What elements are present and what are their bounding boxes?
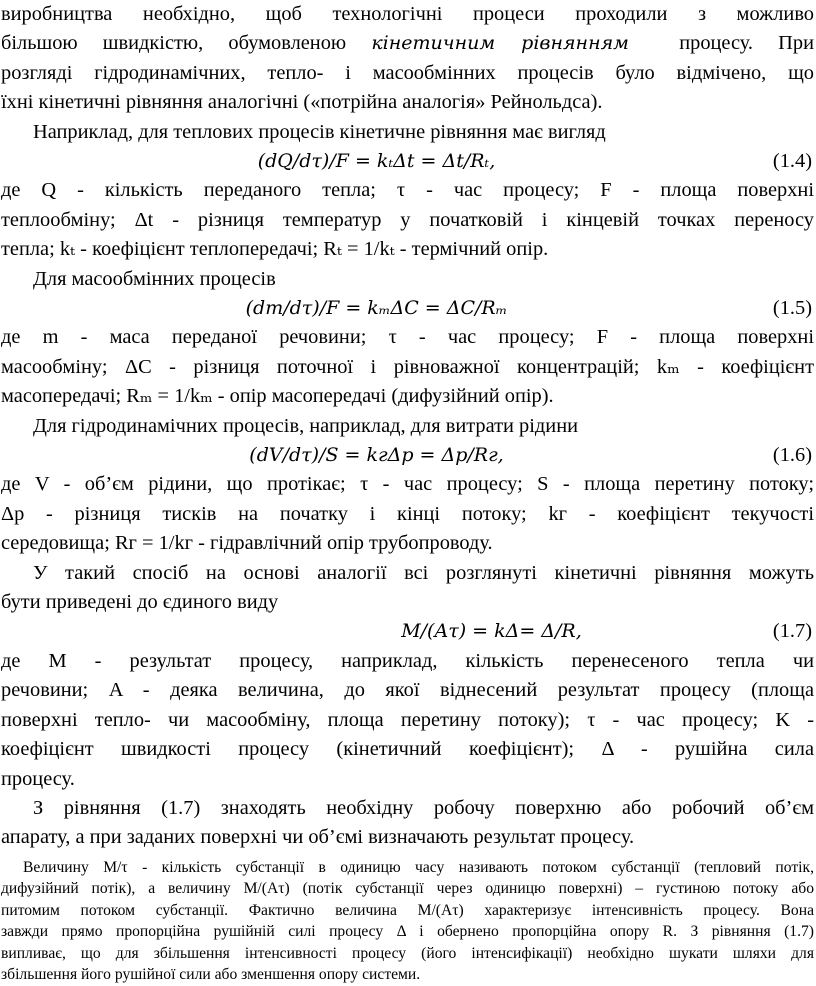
note-line: дифузійний потік), а величину M/(Aτ) (потік субстанції через одиницю поверхні) – густиною потоку або: [1, 880, 814, 898]
note-line: збільшення його рушійної сили або зменшення опору системи.: [1, 966, 421, 984]
equation-number: (1.5): [772, 297, 812, 320]
text-line: поверхні тепло- чи масообміну, площа перетину потоку); τ - час процесу; K -: [1, 708, 814, 731]
equation-expression: M/(Aτ) = kΔ= Δ/R,: [401, 620, 582, 643]
text-line: тепла; kₜ - коефіцієнт теплопередачі; Rₜ = 1/kₜ - термічний опір.: [1, 238, 549, 261]
text-line: речовини; A - деяка величина, до якої віднесений результат процесу (площа: [1, 679, 814, 702]
paragraph-generalization: [1, 559, 814, 618]
equation-number: (1.7): [772, 620, 812, 643]
text-line: масопередачі; Rₘ = 1/kₘ - опір масопередачі (дифузійний опір).: [1, 385, 554, 408]
equation-1-4: [1, 147, 814, 176]
paragraph-hydro-intro: Для гідродинамічних процесів, наприклад, для витрати рідини: [33, 414, 579, 437]
paragraph-heat-intro: Наприклад, для теплових процесів кінетичне рівняння має вигляд: [33, 120, 606, 143]
equation-1-5: [1, 294, 814, 323]
note-line: завжди прямо пропорційна рушійній силі процесу Δ і обернено пропорційна опору R. З рівняння (1.7): [1, 923, 814, 941]
paragraph-general-defs: [1, 647, 814, 794]
paragraph-mass-intro: Для масообмінних процесів: [33, 267, 276, 290]
paragraph-heat-defs: [1, 176, 814, 264]
text-line: коефіцієнт швидкості процесу (кінетичний коефіцієнт); Δ - рушійна сила: [1, 738, 814, 761]
text-line: де M - результат процесу, наприклад, кількість перенесеного тепла чи: [1, 649, 814, 672]
text-line: бути приведені до єдиного виду: [1, 591, 279, 614]
paragraph-mass-defs: [1, 323, 814, 411]
equation-number: (1.4): [772, 150, 812, 173]
equation-1-7: [1, 617, 814, 646]
text-line: розгляді гідродинамічних, тепло- і масообмінних процесів було відмічено, що: [1, 61, 814, 84]
text-line: масообміну; ΔC - різниця поточної і рівноважної концентрацій; kₘ - коефіцієнт: [1, 355, 814, 378]
text-line: теплообміну; Δt - різниця температур у початковій і кінцевій точках переносу: [1, 208, 814, 231]
paragraph-conclusion: [1, 794, 814, 853]
note-line: випливає, що для збільшення інтенсивності процесу (його інтенсифікації) необхідно шукати шляхи для: [1, 944, 814, 962]
paragraph-intro: [1, 0, 814, 118]
text-line: Δp - різниця тисків на початку і кінці потоку; kг - коефіцієнт текучості: [1, 502, 814, 525]
text-line: З рівняння (1.7) знаходять необхідну робочу поверхню або робочий об’єм: [33, 796, 814, 819]
equation-expression: (dQ/dτ)/F = kₜΔt = Δt/Rₜ,: [257, 150, 496, 173]
text-line: У такий спосіб на основі аналогії всі розглянуті кінетичні рівняння можуть: [33, 561, 814, 584]
note-line: Величину M/τ - кількість субстанції в одиницю часу називають потоком субстанції (тепловий потік,: [23, 858, 814, 876]
text-line: де V - об’єм рідини, що протікає; τ - час процесу; S - площа перетину потоку;: [1, 473, 814, 496]
text-line: де Q - кількість переданого тепла; τ - час процесу; F - площа поверхні: [1, 179, 814, 202]
text-line: виробництва необхідно, щоб технологічні процеси проходили з можливо: [1, 3, 814, 25]
text-line: їхні кінетичні рівняння аналогічні («потрійна аналогія» Рейнольдса).: [1, 91, 603, 114]
text-line: процесу.: [1, 767, 75, 790]
equation-1-6: [1, 441, 814, 470]
text-line: середовища; Rг = 1/kг - гідравлічний опір трубопроводу.: [1, 532, 493, 555]
text-span: більшою швидкістю, обумовленою: [1, 32, 347, 55]
note-line: питомим потоком субстанції. Фактично величина M/(Aτ) характеризує інтенсивність процесу. Вона: [1, 901, 814, 919]
text-line: апарату, а при заданих поверхні чи об’ємі визначають результат процесу.: [1, 826, 635, 849]
note-paragraph: [1, 857, 814, 986]
equation-expression: (dm/dτ)/F = kₘΔC = ΔC/Rₘ: [245, 297, 508, 320]
text-line: де m - маса переданої речовини; τ - час процесу; F - площа поверхні: [1, 326, 814, 349]
term-kinetic-equation: кінетичним рівнянням: [371, 32, 629, 55]
equation-number: (1.6): [772, 444, 812, 467]
text-span: процесу. При: [679, 32, 814, 55]
paragraph-hydro-defs: [1, 470, 814, 558]
equation-expression: (dV/dτ)/S = kгΔp = Δp/Rг,: [249, 444, 504, 467]
text-line: [1, 29, 814, 58]
